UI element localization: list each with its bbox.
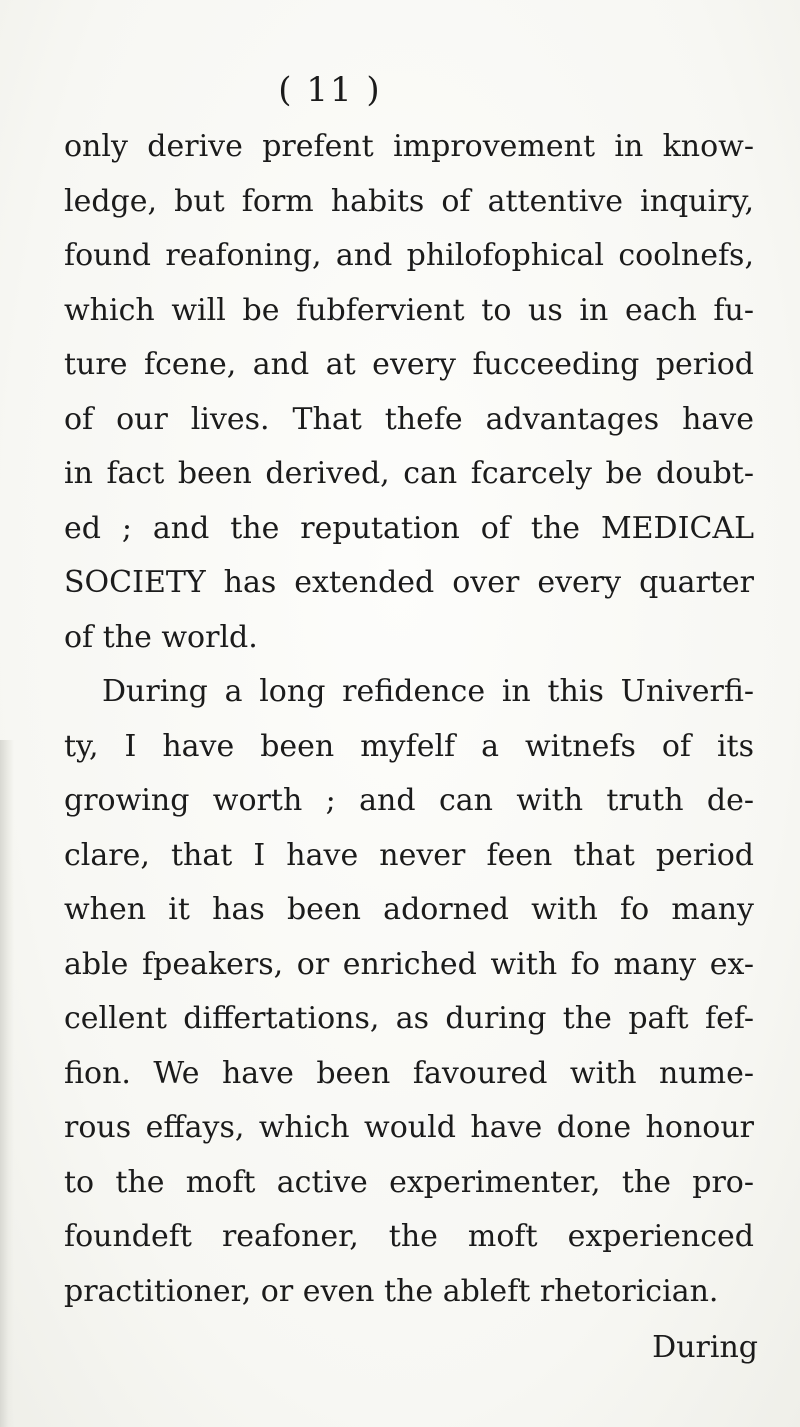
text-line: During a long refidence in this Univerfi-: [102, 674, 754, 709]
text-line: when it has been adorned with fo many: [64, 892, 754, 927]
text-line: clare, that I have never feen that period: [64, 837, 754, 873]
text-line: growing worth ; and can with truth de-: [64, 783, 754, 818]
text-line: ty, I have been myfelf a witnefs of its: [64, 728, 754, 764]
text-line: rous effays, which would have done honour: [64, 1110, 754, 1145]
page-gutter-shadow: [0, 740, 14, 1427]
text-line: ed ; and the reputation of the MEDICAL: [64, 510, 754, 546]
text-line: SOCIETY has extended over every quarter: [64, 565, 754, 600]
text-line: in fact been derived, can fcarcely be doubt-: [64, 456, 754, 491]
page-number: ( 11 ): [278, 70, 382, 110]
text-line: ture fcene, and at every fucceeding period: [64, 347, 754, 382]
text-line: fion. We have been favoured with nume-: [64, 1055, 754, 1091]
text-line: practitioner, or even the ableft rhetorician.: [64, 1273, 719, 1309]
text-line: foundeft reafoner, the moft experienced: [64, 1219, 754, 1254]
text-line: of the world.: [64, 619, 258, 655]
text-line: of our lives. That thefe advantages have: [64, 401, 754, 437]
text-line: to the moft active experimenter, the pro-: [64, 1164, 754, 1200]
body-text: [64, 120, 754, 1319]
text-line: able fpeakers, or enriched with fo many ex-: [64, 946, 754, 982]
text-line: which will be fubfervient to us in each fu-: [64, 292, 754, 328]
text-line: only derive prefent improvement in know-: [64, 129, 754, 164]
text-line: ledge, but form habits of attentive inquiry,: [64, 183, 754, 219]
text-line: found reafoning, and philofophical coolnefs,: [64, 238, 754, 273]
text-line: cellent differtations, as during the paft fef-: [64, 1001, 754, 1036]
catchword: During: [652, 1330, 758, 1365]
